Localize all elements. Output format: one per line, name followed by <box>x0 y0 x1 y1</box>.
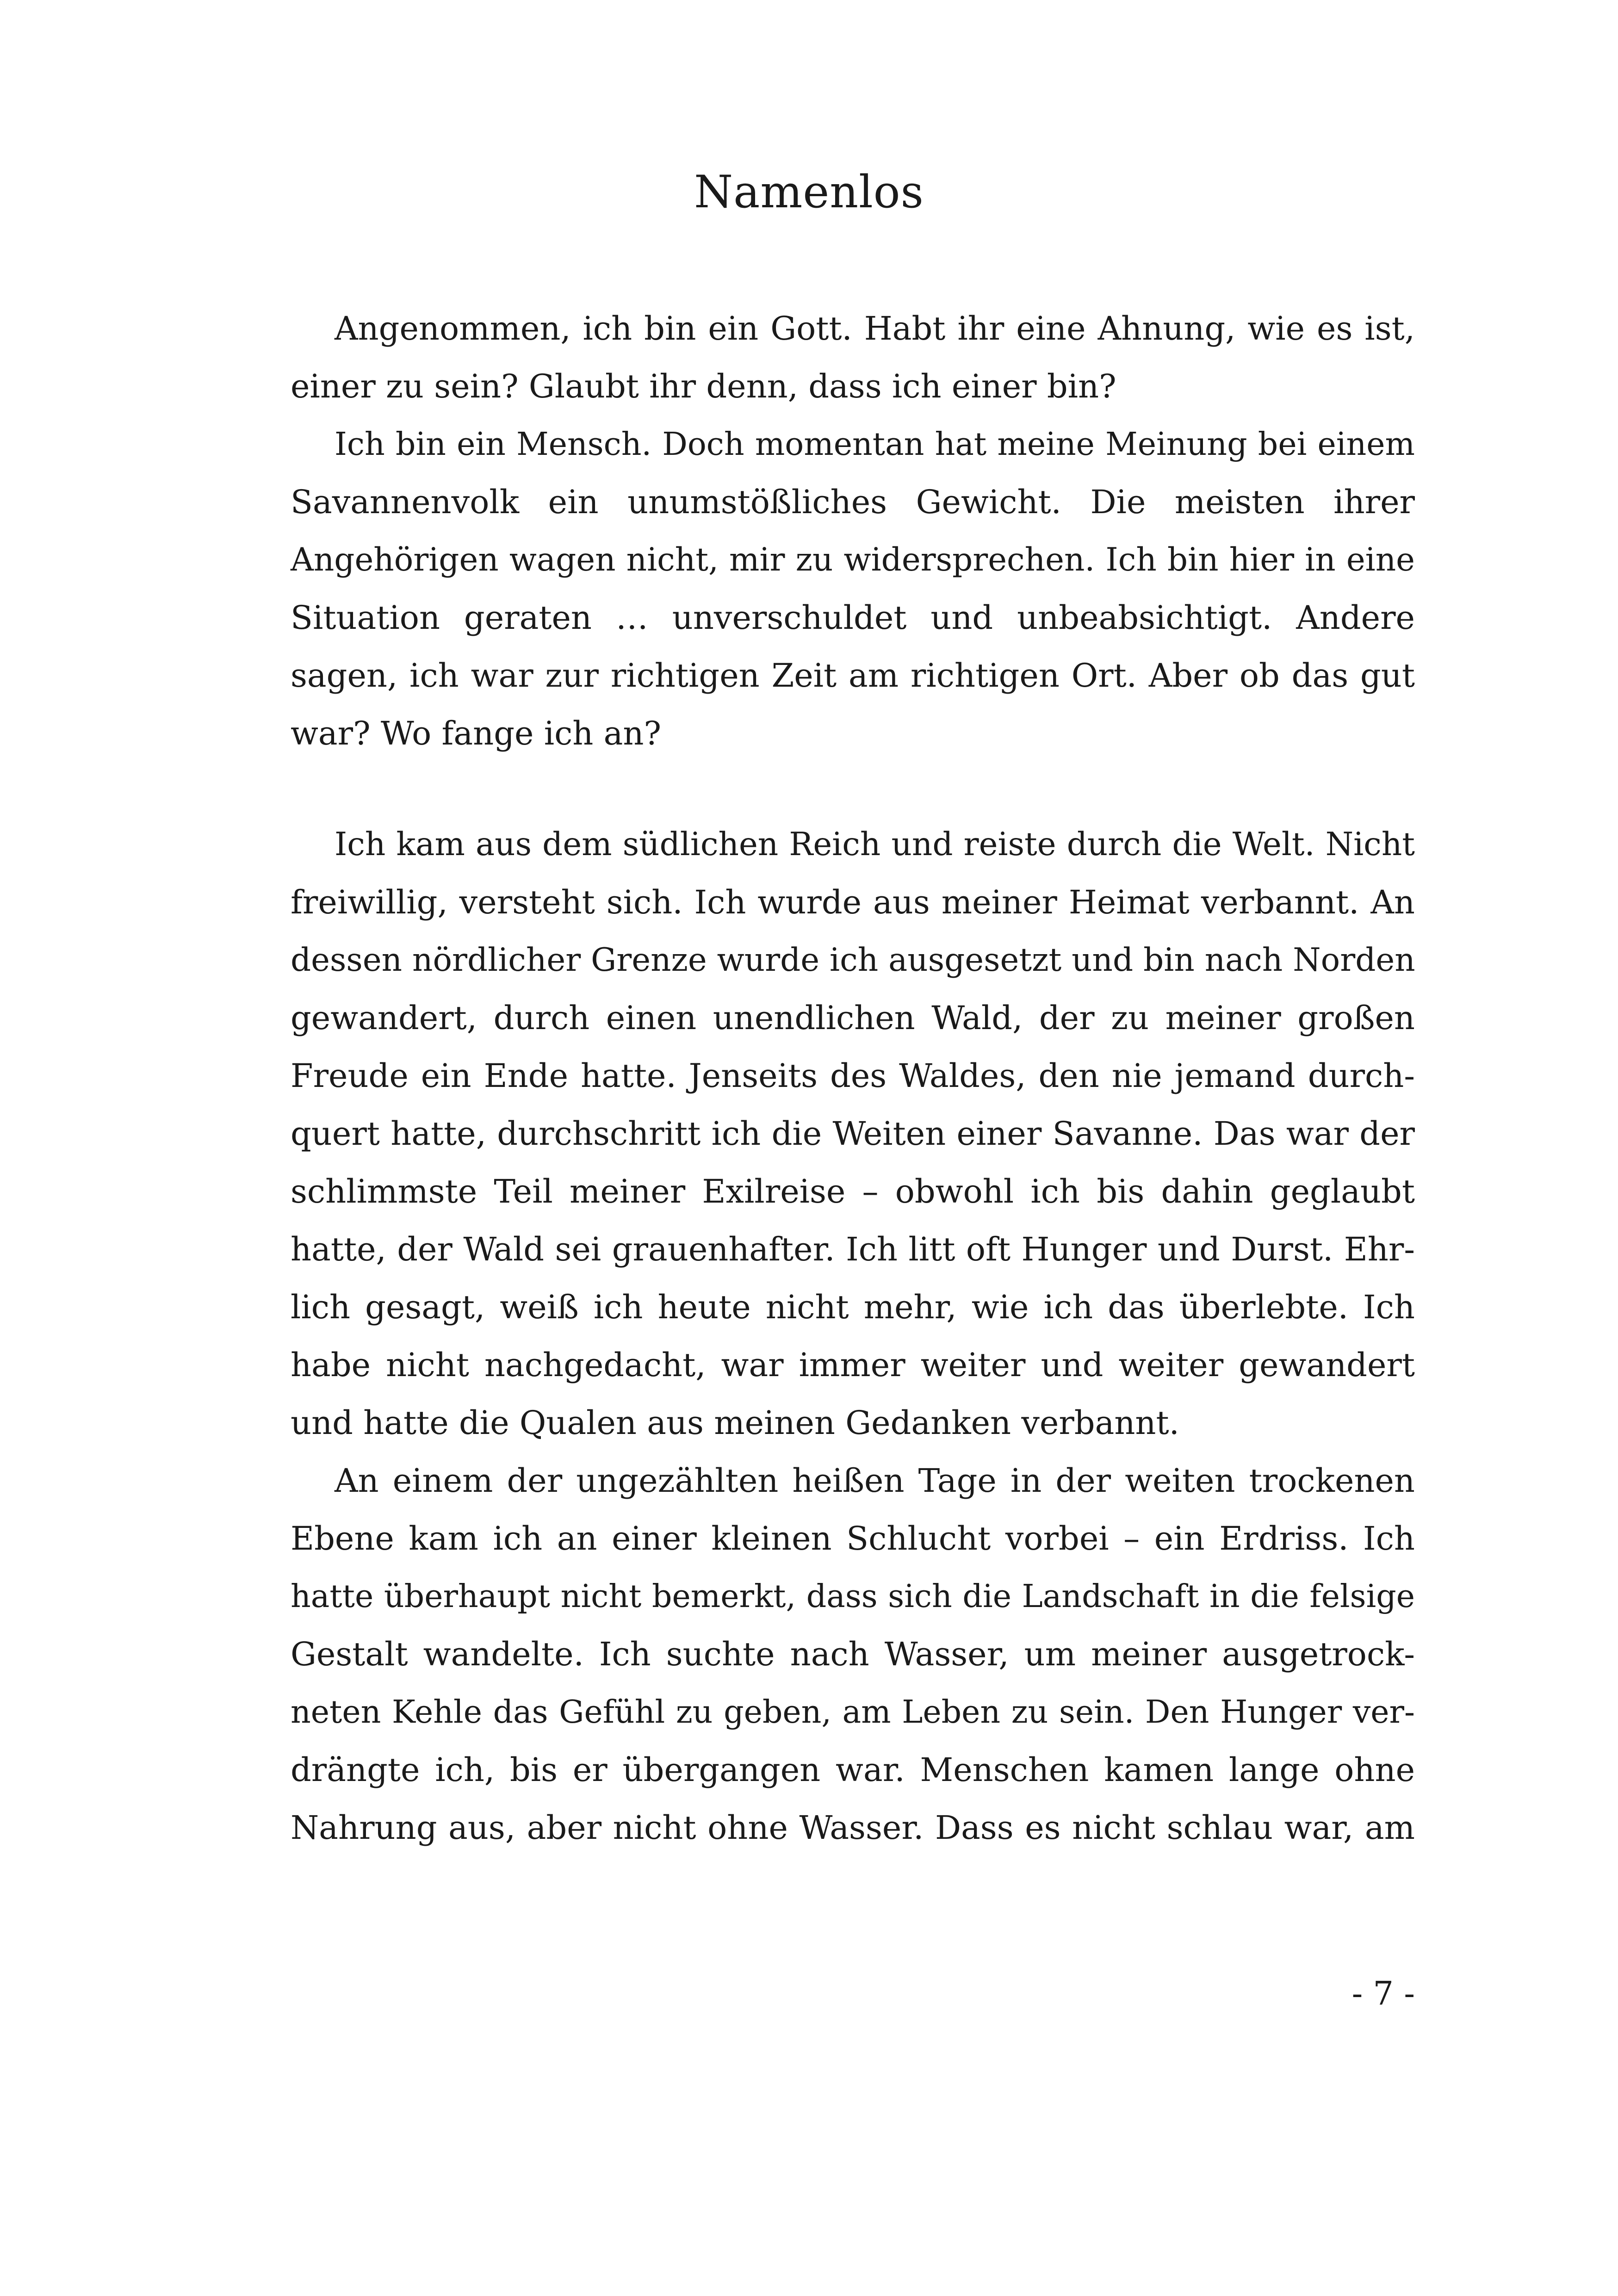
text-line: einer zu sein? Glaubt ihr denn, dass ich einer bin? <box>291 367 1116 405</box>
text-line: quert hatte, durchschritt ich die Weiten einer Savanne. Das war der <box>291 1115 1415 1153</box>
text-line: Gestalt wandelte. Ich suchte nach Wasser, um meiner ausgetrock- <box>291 1635 1415 1673</box>
page-title: Namenlos <box>694 166 924 218</box>
text-line: schlimmste Teil meiner Exilreise – obwohl ich bis dahin geglaubt <box>291 1173 1415 1210</box>
text-block-intro <box>291 300 1415 763</box>
text-line: Situation geraten … unverschuldet und unbeabsichtigt. Andere <box>291 599 1415 637</box>
text-line: Ebene kam ich an einer kleinen Schlucht vorbei – ein Erdriss. Ich <box>291 1520 1415 1558</box>
text-line: Freude ein Ende hatte. Jenseits des Waldes, den nie jemand durch- <box>291 1057 1415 1095</box>
text-line: freiwillig, versteht sich. Ich wurde aus meiner Heimat verbannt. An <box>291 883 1415 921</box>
text-line: Angenommen, ich bin ein Gott. Habt ihr eine Ahnung, wie es ist, <box>335 310 1415 348</box>
text-line: Ich bin ein Mensch. Doch momentan hat meine Meinung bei einem <box>335 426 1415 463</box>
text-line: Angehörigen wagen nicht, mir zu widersprechen. Ich bin hier in eine <box>291 541 1415 578</box>
text-line: An einem der ungezählten heißen Tage in der weiten trockenen <box>335 1462 1415 1500</box>
text-line: lich gesagt, weiß ich heute nicht mehr, wie ich das überlebte. Ich <box>291 1288 1415 1326</box>
text-line: und hatte die Qualen aus meinen Gedanken verbannt. <box>291 1404 1179 1442</box>
text-line: dessen nördlicher Grenze wurde ich ausgesetzt und bin nach Norden <box>291 942 1415 979</box>
text-line: hatte, der Wald sei grauenhafter. Ich litt oft Hunger und Durst. Ehr- <box>291 1230 1415 1268</box>
text-line: hatte überhaupt nicht bemerkt, dass sich die Landschaft in die felsige <box>291 1578 1415 1615</box>
text-line: sagen, ich war zur richtigen Zeit am richtigen Ort. Aber ob das gut <box>291 657 1415 695</box>
text-line: Savannenvolk ein unumstößliches Gewicht. Die meisten ihrer <box>291 483 1415 521</box>
text-line: Nahrung aus, aber nicht ohne Wasser. Dass es nicht schlau war, am <box>291 1809 1415 1847</box>
text-block-main <box>291 816 1415 1857</box>
text-line: gewandert, durch einen unendlichen Wald, der zu meiner großen <box>291 999 1415 1037</box>
text-line: Ich kam aus dem südlichen Reich und reiste durch die Welt. Nicht <box>335 826 1415 863</box>
page-number: - 7 - <box>1351 1974 1415 2012</box>
text-line: habe nicht nachgedacht, war immer weiter und weiter gewandert <box>291 1346 1415 1384</box>
text-line: war? Wo fange ich an? <box>291 714 661 752</box>
text-line: neten Kehle das Gefühl zu geben, am Leben zu sein. Den Hunger ver- <box>291 1694 1415 1731</box>
text-line: drängte ich, bis er übergangen war. Menschen kamen lange ohne <box>291 1751 1415 1789</box>
